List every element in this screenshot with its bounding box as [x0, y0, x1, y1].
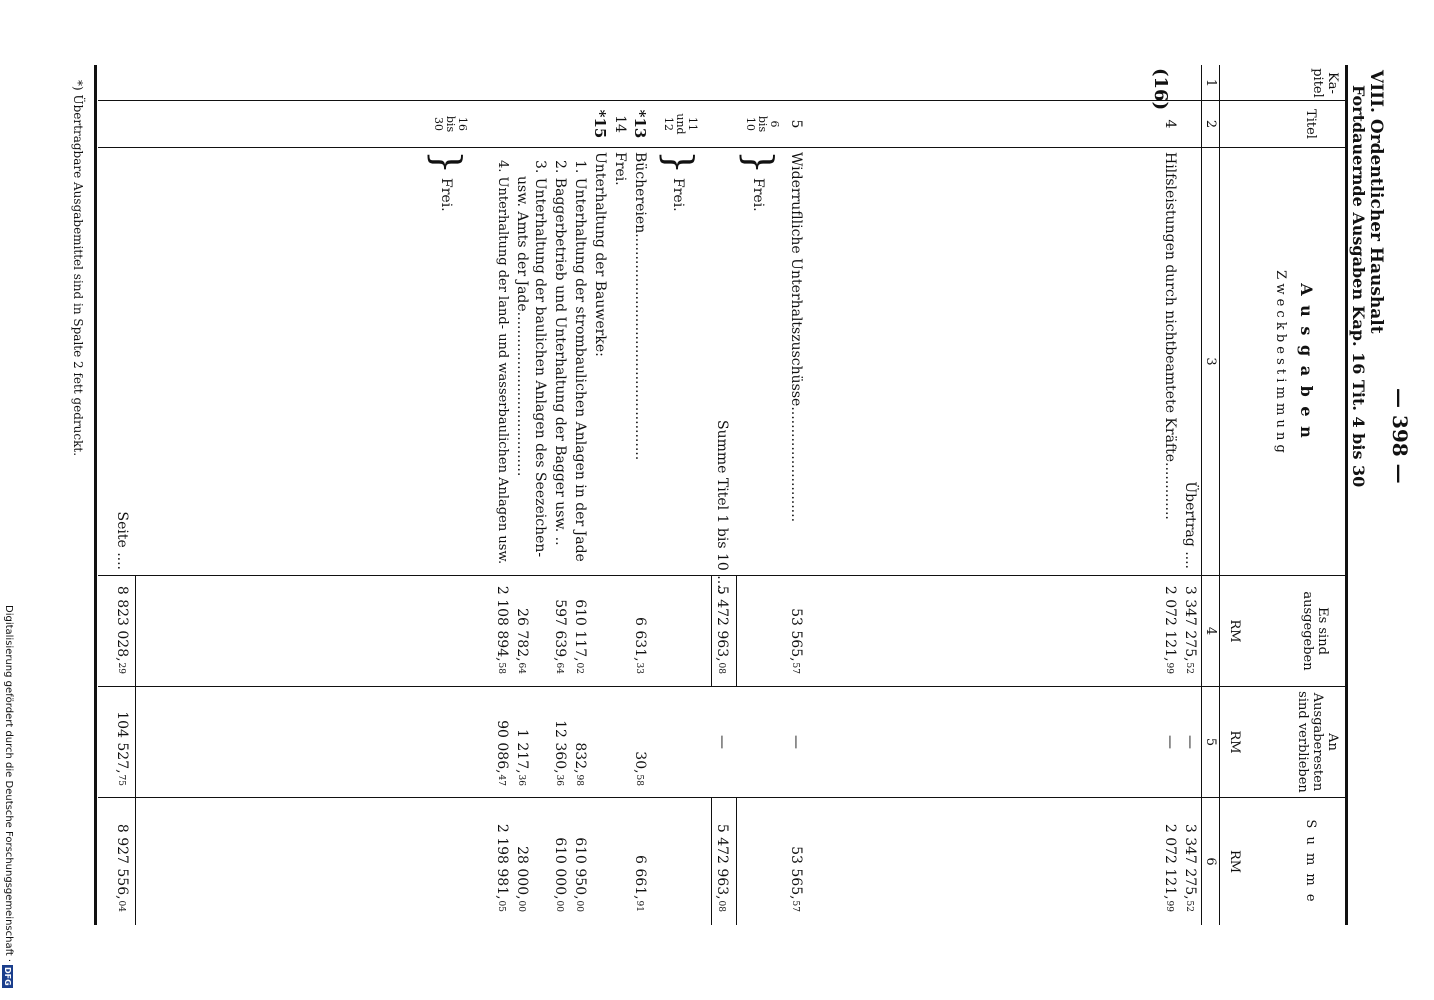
funding-note: Digitalisierung gefördert durch die Deutsche Forschungsgemeinschaft · DFG	[3, 605, 14, 986]
row6-label: Frei.	[750, 178, 766, 212]
row16-titel	[432, 101, 468, 147]
colnum-6: 6	[1203, 857, 1218, 866]
col-rule-5	[98, 797, 1348, 798]
row16-titel-a: 16	[456, 117, 469, 131]
number-row-rule	[1201, 65, 1202, 925]
colnum-4: 4	[1203, 626, 1218, 636]
row14-label: Frei.	[612, 152, 628, 186]
row6-titel	[744, 101, 780, 147]
summe-summe: 5 472 963,08	[714, 823, 730, 912]
section-subtitle: Fortdauernde Ausgaben Kap. 16 Tit. 4 bis 30	[1349, 85, 1368, 488]
row11-titel-a: 11	[686, 117, 699, 131]
row4-ausgegeben: 2 072 121,99	[1162, 585, 1178, 674]
funding-note-text: Digitalisierung gefördert durch die Deutsche Forschungsgemeinschaft	[3, 605, 14, 956]
row16-titel-c: 30	[432, 117, 445, 131]
col-rule-2	[98, 147, 1348, 148]
row15-item2-ausgegeben: 597 639,64	[552, 599, 568, 674]
row15-item4-summe: 2 198 981,05	[494, 823, 510, 912]
row16-titel-b: bis	[444, 115, 457, 133]
row6-titel-b: bis	[756, 115, 769, 133]
summe-rule2-col6	[711, 798, 712, 925]
summe-ausgegeben: 5 472 963,08	[714, 585, 730, 674]
colnum-3: 3	[1203, 357, 1218, 366]
row11-label: Frei.	[670, 178, 686, 212]
table-bottom-rule	[94, 65, 97, 925]
row13-ausgegeben: 6 631,33	[632, 617, 648, 674]
row15-item2-summe: 610 000,00	[552, 837, 568, 912]
row16-brace: }	[425, 150, 469, 175]
row16-label: Frei.	[438, 178, 454, 212]
row5-reste: —	[788, 735, 804, 749]
row4-reste: —	[1162, 735, 1178, 749]
unit-col4: RM	[1227, 619, 1242, 643]
row6-titel-a: 6	[768, 120, 781, 128]
unit-col6: RM	[1227, 849, 1242, 874]
row11-titel	[662, 101, 698, 147]
header-summe: S u m m e	[1303, 819, 1318, 904]
row15-item3-label: 3. Unterhaltung der baulichen Anlagen des Seezeichen-	[532, 160, 548, 558]
seite-reste: 104 527,75	[114, 711, 130, 786]
seite-rule	[135, 576, 136, 925]
summe-rule-col4	[736, 576, 737, 686]
summe-rule-col6	[736, 798, 737, 925]
row11-titel-c: 12	[662, 117, 675, 131]
row5-ausgegeben: 53 565,57	[788, 608, 804, 674]
header-kapitel: Ka- pitel	[1310, 68, 1340, 98]
seite-ausgegeben: 8 823 028,29	[114, 585, 130, 674]
footnote: *) Übertragbare Ausgabemittel sind in Spalte 2 fett gedruckt.	[71, 80, 85, 457]
row13-titel: *13	[631, 109, 649, 139]
row15-label: Unterhaltung der Bauwerke:	[592, 152, 608, 357]
row14-titel: 14	[612, 115, 628, 133]
colnum-1: 1	[1203, 78, 1218, 88]
row4-summe: 2 072 121,99	[1162, 823, 1178, 912]
row6-titel-c: 10	[744, 117, 757, 131]
header-zweckbestimmung: Z w e c k b e s t i m m u n g	[1273, 270, 1288, 453]
row15-item1-reste: 832,98	[572, 742, 588, 786]
row15-item2-reste: 12 360,36	[552, 720, 568, 786]
uebertrag-reste: —	[1182, 735, 1198, 749]
table-top-rule	[1345, 65, 1348, 925]
row15-item1-label: 1. Unterhaltung der strombaulichen Anlagen in der Jade	[572, 160, 588, 562]
unit-col5: RM	[1227, 730, 1242, 754]
row15-item4-reste: 90 086,47	[494, 720, 510, 786]
row11-titel-b: und	[674, 113, 687, 135]
seite-summe: 8 927 556,04	[114, 823, 130, 912]
header-titel: Titel	[1303, 109, 1318, 139]
row5-label: Widerruflliche Unterhaltszuschüsse..........................	[788, 152, 804, 523]
uebertrag-summe: 3 347 275,52	[1182, 823, 1198, 912]
row15-item4-label: 4. Unterhaltung der land- und wasserbaulichen Anlagen usw.	[495, 160, 510, 565]
uebertrag-ausgegeben: 3 347 275,52	[1182, 585, 1198, 674]
row15-item2-label: 2. Baggerbetrieb und Unterhaltung der Bagger usw. ..	[552, 160, 568, 546]
row4-kapitel: (16)	[1150, 68, 1171, 111]
row5-titel: 5	[788, 119, 804, 129]
section-title: VIII. Ordentlicher Haushalt	[1366, 70, 1386, 334]
header-bottom-rule	[1219, 65, 1220, 925]
row15-item3-summe: 28 000,00	[514, 846, 530, 912]
row5-summe: 53 565,57	[788, 846, 804, 912]
row15-titel: *15	[591, 109, 609, 139]
page-number: — 398 —	[1388, 388, 1412, 484]
seite-label: Seite ....	[114, 511, 130, 570]
summe-rule2-col4	[711, 576, 712, 686]
header-ausgabereste: An Ausgaberesten sind verblieben	[1295, 691, 1340, 793]
row15-item3-label2: usw. Amts der Jade.....................................	[514, 176, 530, 477]
row6-brace: }	[737, 150, 781, 175]
row13-summe: 6 661,91	[632, 855, 648, 912]
colnum-2: 2	[1203, 119, 1218, 129]
row4-titel: 4	[1162, 119, 1178, 129]
row4-label: Hilfsleistungen durch nichtbeamtete Kräfte.............	[1162, 152, 1178, 520]
summe-reste: —	[714, 735, 730, 749]
header-ausgegeben: Es sind ausgegeben	[1300, 591, 1330, 671]
row15-item3-reste: 1 217,36	[514, 729, 530, 786]
uebertrag-label: Übertrag ....	[1182, 481, 1198, 569]
summe-label: Summe Titel 1 bis 10 ....	[714, 420, 730, 594]
row15-item1-summe: 610 950,00	[572, 837, 588, 912]
header-ausgaben: A u s g a b e n	[1297, 283, 1316, 440]
row15-item4-ausgegeben: 2 108 894,58	[494, 585, 510, 674]
row15-item3-ausgegeben: 26 782,64	[514, 608, 530, 674]
dfg-logo: DFG	[3, 967, 13, 986]
row11-brace: }	[657, 150, 701, 175]
row13-label: Büchereien...................................................	[632, 152, 648, 461]
colnum-5: 5	[1203, 737, 1218, 747]
row13-reste: 30,58	[632, 751, 648, 786]
row15-item1-ausgegeben: 610 117,02	[572, 599, 588, 674]
